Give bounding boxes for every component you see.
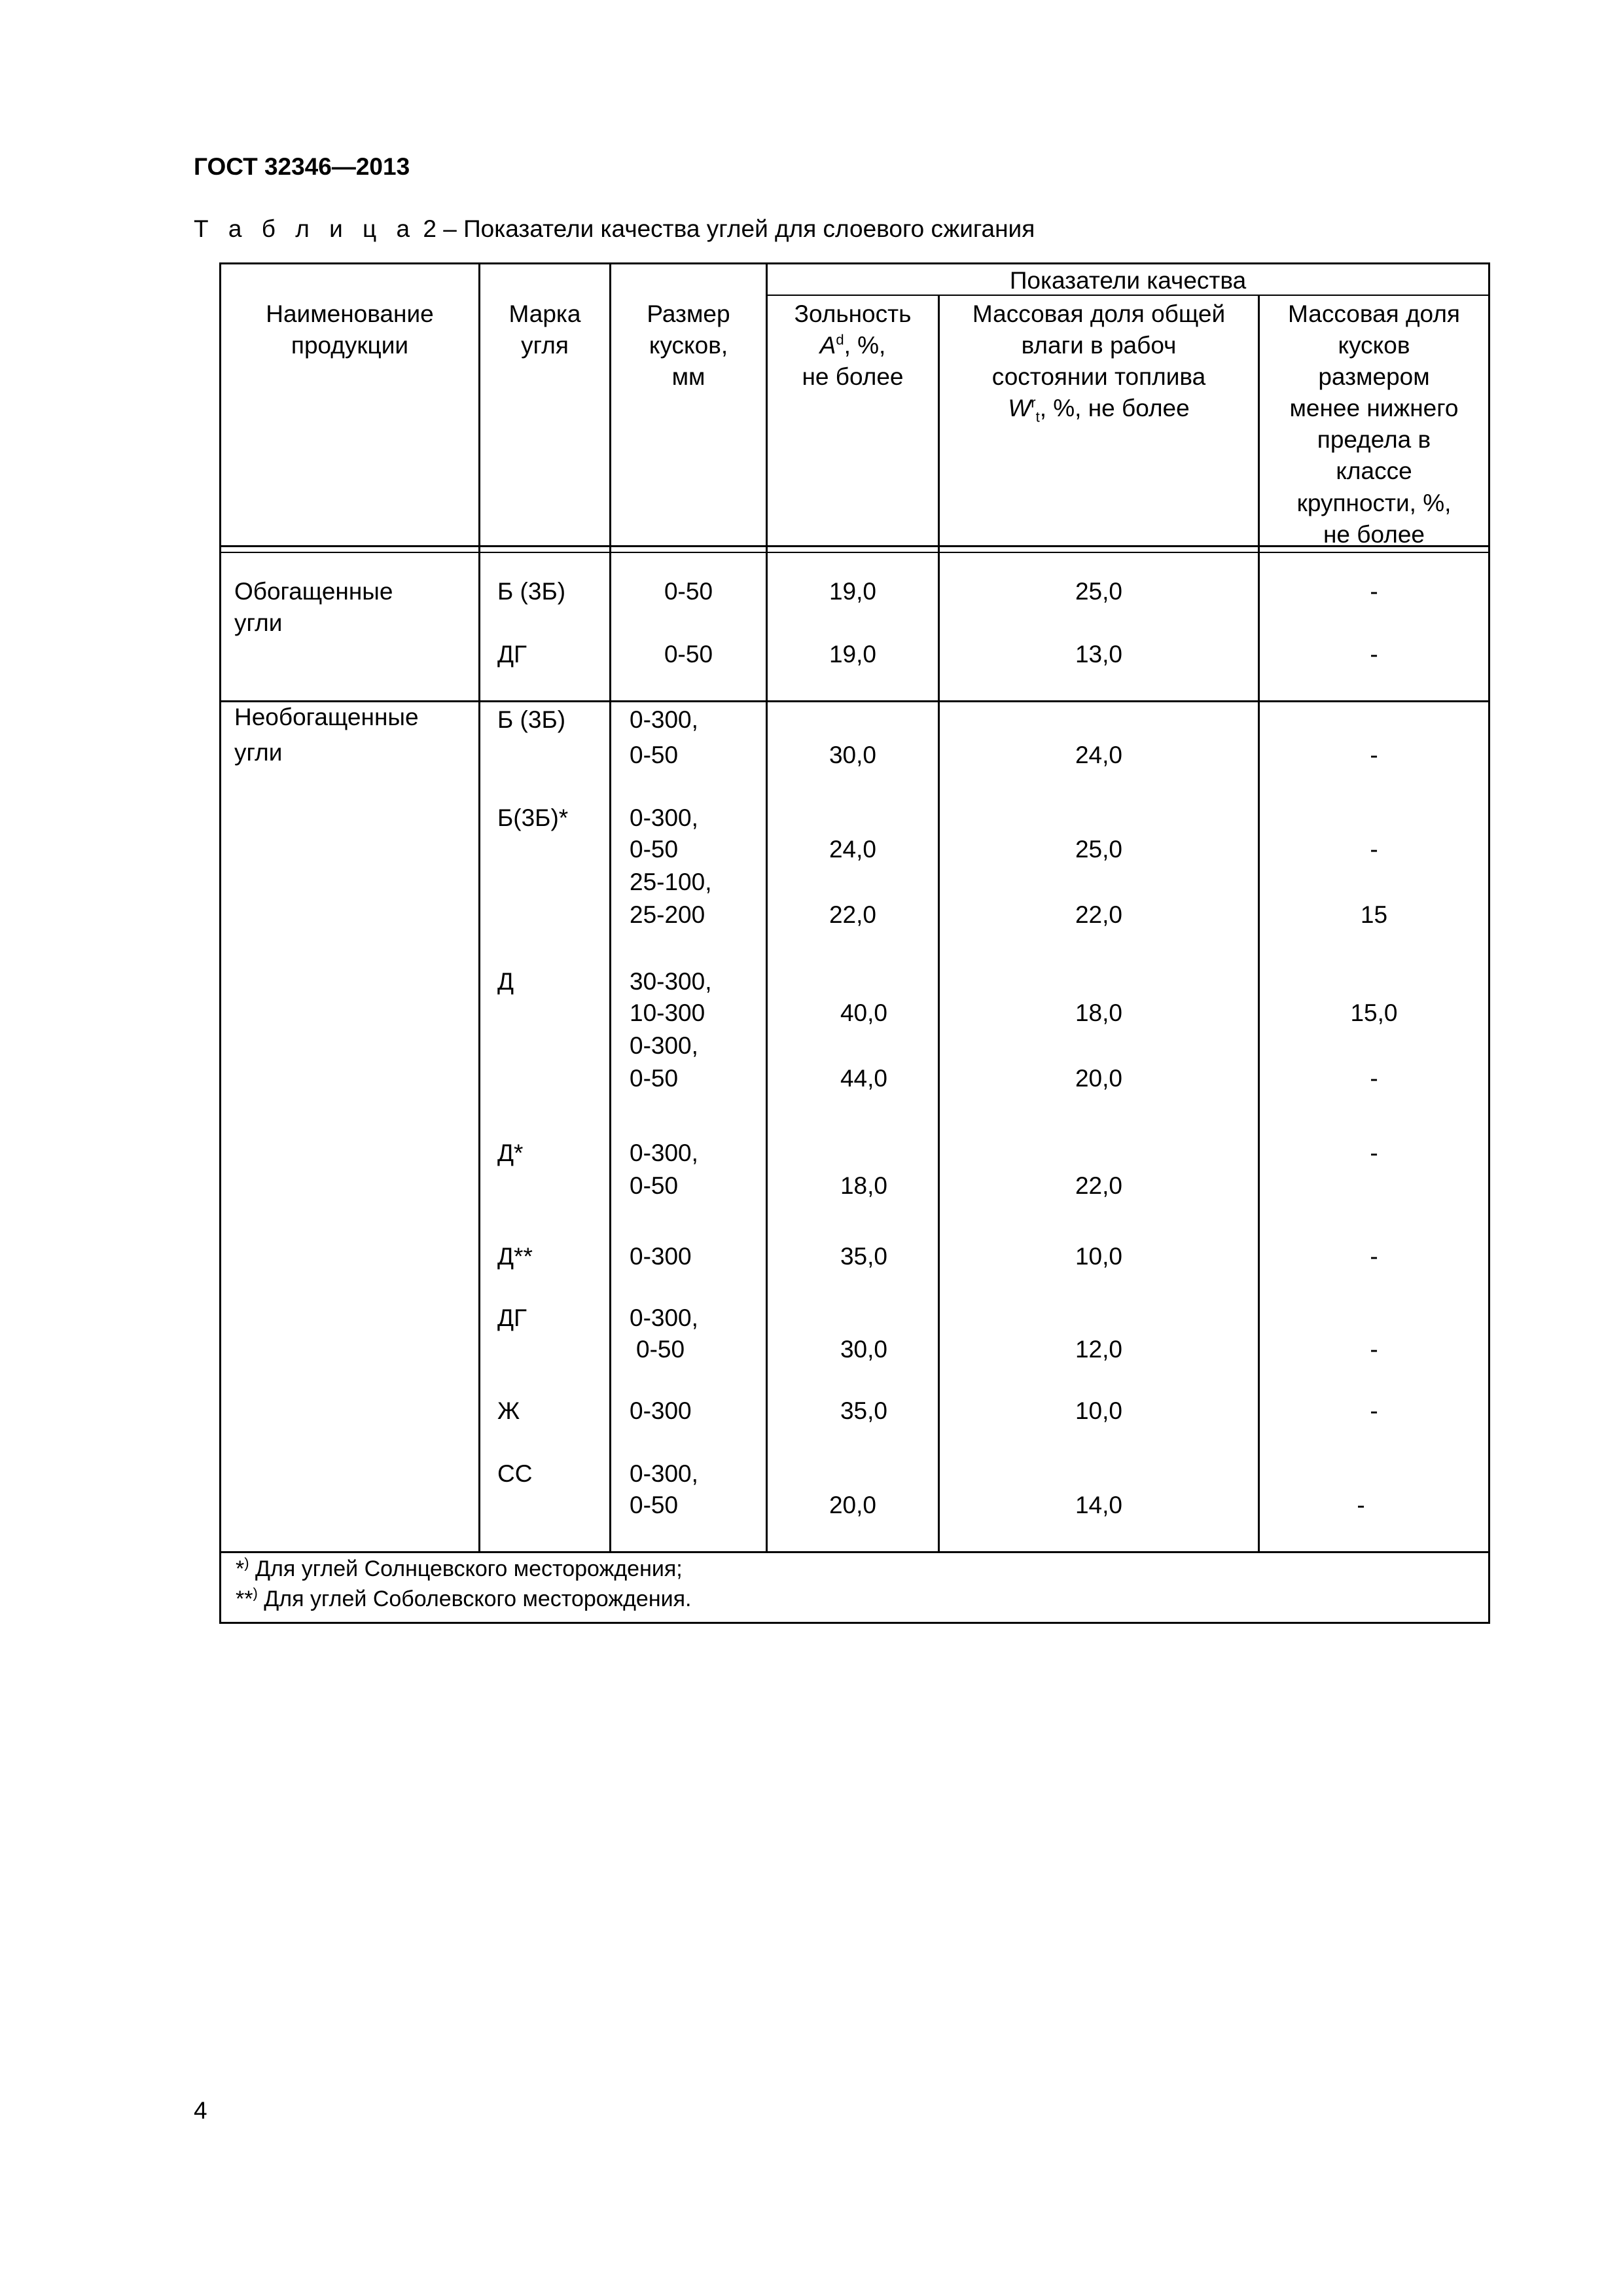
footnote: *) Для углей Солнцевского месторождения; <box>236 1554 683 1581</box>
col-divider-size <box>609 262 611 1553</box>
header-moisture: Массовая доля общей влаги в рабоч состоянии топлива $W^r_t$, %, не более <box>972 300 1226 425</box>
col-divider-grade <box>478 262 480 1553</box>
col-left-border <box>219 262 221 1624</box>
header-fines: Массовая доля кусков размером менее нижнего предела в классе крупности, %, не более <box>1288 300 1460 548</box>
caption-prefix: Т а б л и ц а <box>194 215 417 242</box>
caption-title: – Показатели качества углей для слоевого сжигания <box>443 215 1035 242</box>
section-name-enriched: Обогащенные угли <box>234 578 393 637</box>
table-top-border <box>219 262 1490 264</box>
section-name-raw: Необогащенные угли <box>234 704 419 766</box>
group-header-quality: Показатели качества <box>1009 267 1247 294</box>
footnote: **) Для углей Соболевского месторождения. <box>236 1585 692 1611</box>
document-id: ГОСТ 32346—2013 <box>194 153 410 180</box>
caption-number: 2 <box>423 215 437 242</box>
header-product-name: Наименование продукции <box>266 300 434 359</box>
header-lump-size: Размер кусков, мм <box>647 300 730 391</box>
quality-table: Показатели качества Наименование продукции Марка угля Размер кусков, мм Зольность $A^d$, %, не более Массовая доля общей влаги в рабоч состоянии топлива $W^r_t$, %, не более Массовая доля кусков размером менее нижнего предела в классе крупности, %, не более Обогащенные угли Б (3Б) 0-50 19,0 25,0 - ДГ 0-50 19,0 13,0 - Необогащенные угли Б (3Б) 0-300, 0-50 30,0 24,0 - Б(3Б)* 0-300, 0-50 24,0 25,0 - 25-100, 25-200 22,0 22,0 15 Д 30-300, 10-300 40,0 18,0 15,0 0-300, 0-50 44,0 20,0 - Д* 0-300, - 0-50 18,0 22,0 Д** 0-300 35,0 10,0 - ДГ 0-300, 0-50 30,0 12,0 - Ж 0-300 35,0 10,0 - СС 0-300, 0-50 20,0 14,0 - *) Для углей Солнцевского месторождения; **) Для углей Соболевского месторождения. <box>0 0 1623 2296</box>
header-coal-grade: Марка угля <box>508 300 581 359</box>
table-bottom-border <box>219 1622 1490 1624</box>
col-right-border <box>1488 262 1490 1624</box>
page-number: 4 <box>194 2097 207 2124</box>
header-bottom-border-2 <box>219 552 1490 553</box>
header-ash-content: Зольность $A^d$, %, не более <box>794 300 912 391</box>
body-bottom-border <box>219 1551 1490 1553</box>
